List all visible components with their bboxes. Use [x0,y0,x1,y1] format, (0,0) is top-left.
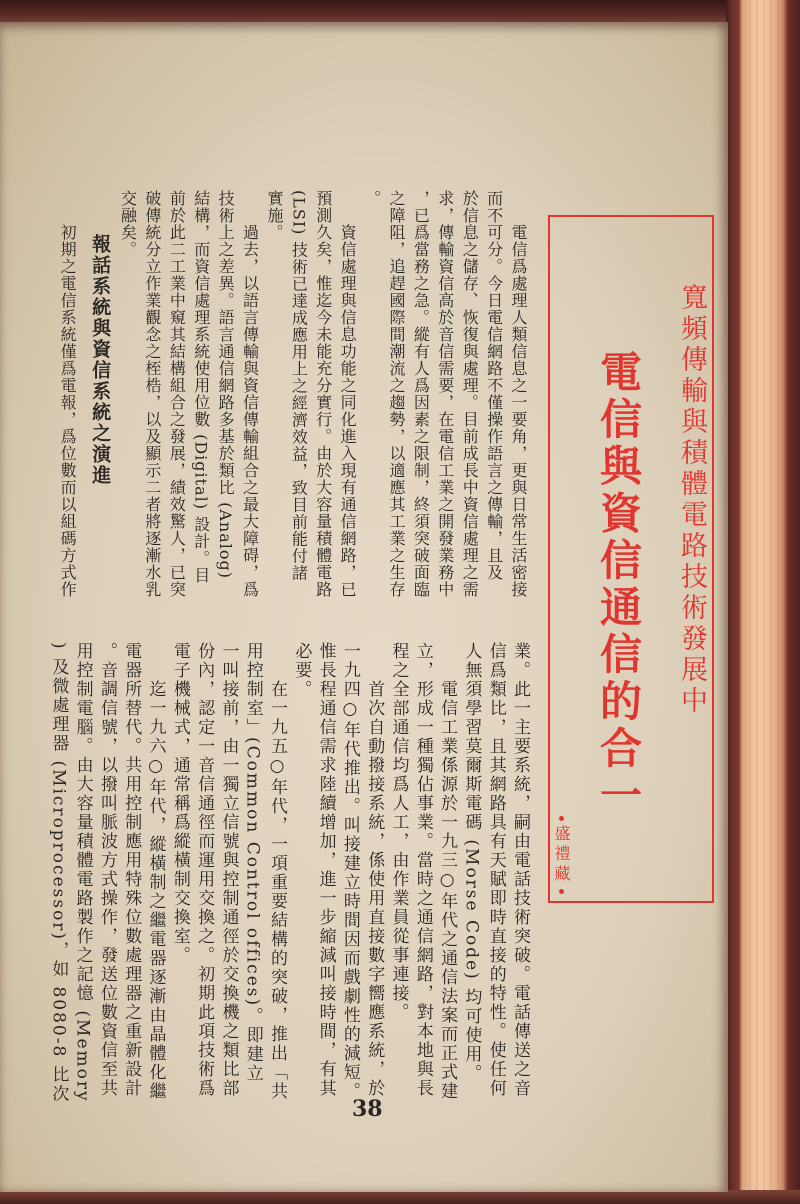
text-column: 必要。 [291,642,312,699]
text-column: 資信處理與信息功能之同化進入現有通信網路，已 [338,224,358,598]
text-column: 用控制室」(Common Control offices)。即建立 [242,642,263,1084]
author-dot-top [559,816,564,821]
author-byline [550,812,572,898]
text-column: (LSI) 技術已達成應用上之經濟效益，致目前能付諸 [289,190,309,582]
article-subtitle: 寬頻傳輸與積體電路技術發展中 [676,283,707,717]
text-column: 交融矣。 [118,190,138,258]
text-column: 。音調信號，以撥叫脈波方式操作，發送位數資信至共 [96,642,117,1098]
text-column: 電信爲處理人類信息之一要角，更與日常生活密接 [509,224,528,598]
text-column: 技術上之差異。語言通信網路多基於類比 (Analog) [216,190,236,579]
text-column: ) 及微處理器 (Microprocessor)，如 8080-8 比次 [48,642,69,1104]
text-column: 人無須學習莫爾斯電碼 (Morse Code) 均可使用。 [461,642,482,1084]
text-column: 。 [362,190,382,207]
text-column: 前於此二工業中窺其結構組合之發展，績效驚人，已突 [167,190,187,598]
text-column: 預測久矣，惟迄今未能充分實行。由於大容量積體電路 [313,190,333,598]
text-column: 信爲類比，且其網路具有天賦即時直接的特性。使任何 [485,642,506,1098]
text-column: 過去，以語言傳輸與資信傳輸組合之最大障碍，爲 [240,224,260,598]
text-column: 一叫接前，由一獨立信號與控制通徑於交換機之類比部 [218,642,239,1098]
text-column: 程之全部通信均爲人工，由作業員從事連接。 [388,642,409,1022]
text-column: 電信工業係源於一九三○年代之通信法案而正式建 [437,680,458,1101]
text-column: 一九四○年代推出。叫接建立時間因而戲劇性的減短。 [339,642,360,1101]
author-name: 盛禮藏 [552,825,571,885]
text-column: 迄一九六○年代，縱橫制之繼電器逐漸由晶體化繼 [145,680,166,1101]
lower-text-block [46,642,532,1102]
text-column: 用控制電腦。由大容量積體電路製作之記憶 (Memory [72,642,93,1103]
text-column: 在一九五○年代，一項重要結構的突破，推出「共 [267,680,288,1101]
text-column: 立，形成一種獨佔事業。當時之通信網路，對本地與長 [412,642,433,1098]
text-column: 電器所替代。共用控制應用特殊位數處理器之重新設計 [121,642,142,1098]
text-column: 業。此一主要系統，嗣由電話技術突破。電話傳送之音 [510,642,530,1098]
section-heading: 報話系統與資信系統之演進 [89,234,112,486]
text-column: 電子機械式，通常稱爲縱橫制交換室。 [169,642,190,965]
text-column: 實施。 [264,190,284,241]
article-title: 電信與資信通信的合一 [594,350,643,820]
text-column: 結構，而資信處理系統使用位數 (Digital) 設計。目 [191,190,211,585]
page-number: 38 [352,1096,383,1122]
text-column: 於信息之儲存、恢復與處理。目前成長中資信處理之需 [460,190,480,598]
text-column: 惟長程通信需求陸續增加，進一步縮減叫接時間，有其 [315,642,336,1098]
text-column: 求，傳輸資信高於音信需要，在電信工業之開發業務中 [435,190,455,598]
text-column: 之障阻，追趕國際間潮流之趨勢，以適應其工業之生存 [386,190,406,598]
text-column: 份內，認定一音信通徑而運用交換之。初期此項技術爲 [194,642,215,1098]
text-column: 初期之電信系統僅爲電報，爲位數而以組碼方式作 [58,224,78,598]
text-column: 破傳統分立作業觀念之桎梏，以及顯示二者將逐漸水乳 [142,190,162,598]
text-column: ，已爲當務之急。縱有人爲因素之限制，終須突破面臨 [411,190,431,598]
upper-text-block [40,190,530,605]
book-cover-bottom-edge [0,1190,800,1204]
text-column: 而不可分。今日電信網路不僅操作語言之傳輸，且及 [484,190,504,581]
book-cover-top-edge [0,0,800,24]
text-column: 首次自動撥接系統，係使用直接數字嚮應系統，於 [364,680,385,1098]
author-dot-bottom [559,889,564,894]
book-page-edge-lines [744,0,788,1204]
